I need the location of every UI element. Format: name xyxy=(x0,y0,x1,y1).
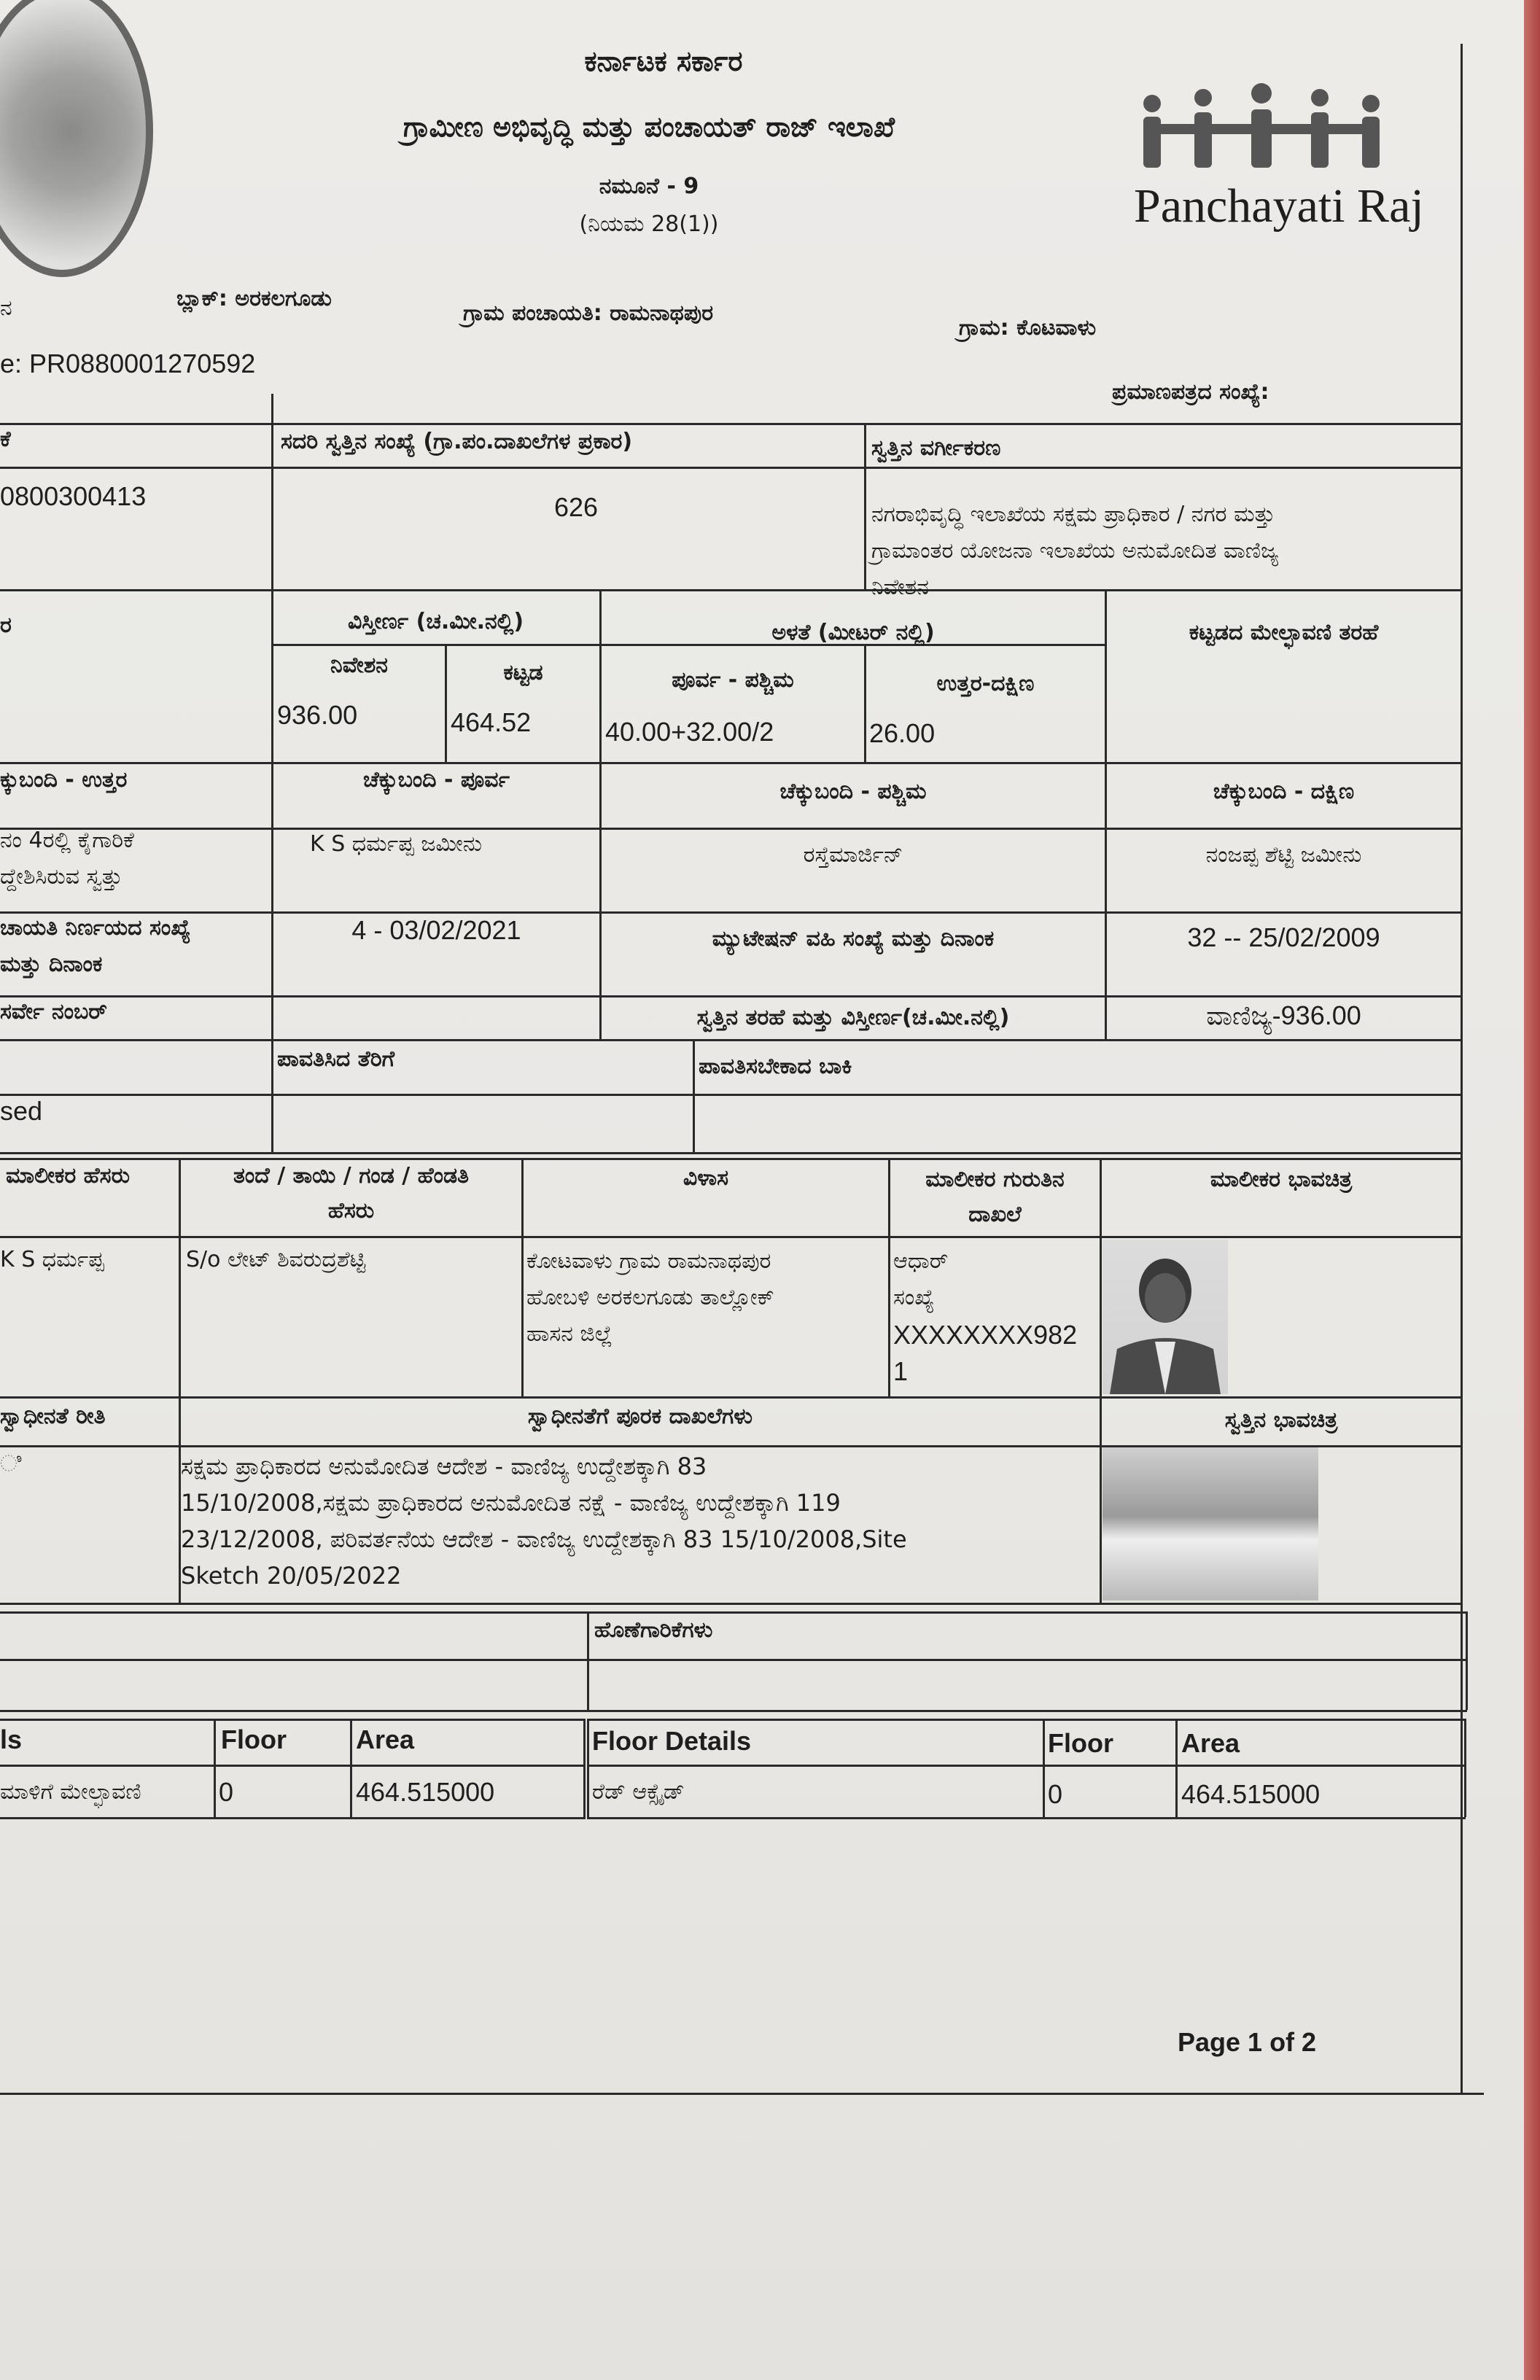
owner-relation: S/o ಲೇಟ್ ಶಿವರುದ್ರಶೆಟ್ಟಿ xyxy=(186,1247,366,1272)
extent-label: ವಿಸ್ತೀರ್ಣ (ಚ.ಮೀ.ನಲ್ಲಿ) xyxy=(347,609,524,634)
east-boundary-label: ಚೆಕ್ಕುಬಂದಿ - ಪೂರ್ವ xyxy=(362,767,510,793)
government-title: ಕರ್ನಾಟಕ ಸರ್ಕಾರ xyxy=(584,45,743,77)
south-boundary-label: ಚೆಕ್ಕುಬಂದಿ - ದಕ್ಷಿಣ xyxy=(1213,779,1355,804)
floor-details-value: ರೆಡ್ ಆಕ್ಸೈಡ್ xyxy=(592,1779,685,1805)
floor-header: Floor xyxy=(1048,1728,1113,1758)
owner-id-line-4: 1 xyxy=(893,1356,909,1386)
classification-label: ಸ್ವತ್ತಿನ ವರ್ಗೀಕರಣ xyxy=(871,435,1001,461)
owner-address-line-2: ಹೋಬಳಿ ಅರಕಲಗೂಡು ತಾಲ್ಲೋಕ್ xyxy=(526,1285,774,1310)
floor-header: Floor xyxy=(221,1724,287,1754)
address-label: ವಿಳಾಸ xyxy=(682,1165,729,1191)
ownership-documents-label: ಸ್ವಾಧೀನತೆಗೆ ಪೂರಕ ದಾಖಲೆಗಳು xyxy=(527,1404,753,1429)
left-cut-text: ನ xyxy=(0,295,12,321)
site-label: ನಿವೇಶನ xyxy=(330,653,388,678)
panchayati-raj-logo xyxy=(1123,80,1400,175)
owner-photo xyxy=(1102,1240,1228,1394)
property-number: 626 xyxy=(553,492,599,522)
owner-id-line-3: XXXXXXXX982 xyxy=(893,1320,1078,1350)
property-photo xyxy=(1102,1447,1318,1601)
building-label: ಕಟ್ಟಡ xyxy=(503,660,543,685)
left-cut-text: ರ xyxy=(0,612,12,638)
owner-address-line-1: ಕೋಟವಾಳು ಗ್ರಾಮ ರಾಮನಾಥಪುರ xyxy=(526,1248,771,1274)
owner-photo-label: ಮಾಲೀಕರ ಭಾವಚಿತ್ರ xyxy=(1210,1167,1353,1192)
relation-label-1: ತಂದೆ / ತಾಯಿ / ಗಂಡ / ಹೆಂಡತಿ xyxy=(233,1163,469,1189)
ownership-mode-value: ಿ xyxy=(0,1451,22,1477)
survey-number-label: ಸರ್ವೇ ನಂಬರ್ xyxy=(0,999,107,1024)
village-name: ಗ್ರಾಮ: ಕೊಟವಾಳು xyxy=(959,315,1097,341)
tax-due-label: ಪಾವತಿಸಬೇಕಾದ ಬಾಕಿ xyxy=(699,1054,852,1079)
mutation-label: ಮ್ಯುಟೇಷನ್ ವಹಿ ಸಂಖ್ಯೆ ಮತ್ತು ದಿನಾಂಕ xyxy=(712,926,995,952)
north-boundary-value-1: ನಂ 4ರಲ್ಲಿ ಕೈಗಾರಿಕೆ xyxy=(0,828,134,853)
panchayat-name: ಗ್ರಾಮ ಪಂಚಾಯತಿ: ರಾಮನಾಥಪುರ xyxy=(463,300,714,326)
owner-id-line-1: ಆಧಾರ್ xyxy=(893,1248,949,1274)
north-boundary-value-2: ದ್ದೇಶಿಸಿರುವ ಸ್ವತ್ತು xyxy=(0,864,122,890)
north-south-value: 26.00 xyxy=(869,718,936,748)
rule-number: (ನಿಯಮ 28(1)) xyxy=(579,211,719,237)
area-header: Area xyxy=(1181,1728,1240,1758)
liabilities-label: ಹೊಣೆಗಾರಿಕೆಗಳು xyxy=(594,1617,713,1643)
left-cut-label: ಕೆ xyxy=(0,427,11,452)
classification-line-3: ನಿವೇಶನ xyxy=(871,575,929,600)
classification-line-1: ನಗರಾಭಿವೃದ್ಧಿ ಇಲಾಖೆಯ ಸಕ್ಷಮ ಪ್ರಾಧಿಕಾರ / ನಗರ ಮತ್ತು xyxy=(871,502,1275,527)
building-extent-value: 464.52 xyxy=(451,707,532,737)
block-name: ಬ್ಲಾಕ್: ಅರಕಲಗೂಡು xyxy=(176,286,332,311)
classification-line-2: ಗ್ರಾಮಾಂತರ ಯೋಜನಾ ಇಲಾಖೆಯ ಅನುಮೋದಿತ ವಾಣಿಜ್ಯ xyxy=(871,538,1279,564)
resolution-value: 4 - 03/02/2021 xyxy=(351,915,521,945)
ownership-document-line-3: 23/12/2008, ಪರಿವರ್ತನೆಯ ಆದೇಶ - ವಾಣಿಜ್ಯ ಉದ್ದೇಶಕ್ಕಾಗಿ 83 15/10/2008,Site xyxy=(181,1525,907,1553)
site-extent-value: 936.00 xyxy=(277,700,358,730)
pr-code: e: PR0880001270592 xyxy=(0,349,256,378)
west-boundary-value: ರಸ್ತೆಮಾರ್ಜಿನ್ xyxy=(803,842,903,868)
property-number-label: ಸದರಿ ಸ್ವತ್ತಿನ ಸಂಖ್ಯೆ (ಗ್ರಾ.ಪಂ.ದಾಖಲೆಗಳ ಪ್ರಕಾರ) xyxy=(281,429,633,454)
resolution-label-2: ಮತ್ತು ದಿನಾಂಕ xyxy=(0,952,103,977)
owner-id-line-2: ಸಂಖ್ಯೆ xyxy=(893,1285,935,1310)
left-cut-text: sed xyxy=(0,1096,43,1126)
area-value: 464.515000 xyxy=(356,1777,495,1807)
floor-table-left-header: ls xyxy=(0,1724,23,1754)
people-icon xyxy=(1123,80,1400,175)
property-type-extent-label: ಸ್ವತ್ತಿನ ತರಹೆ ಮತ್ತು ವಿಸ್ತೀರ್ಣ(ಚ.ಮೀ.ನಲ್ಲಿ) xyxy=(696,1005,1010,1030)
south-boundary-value: ನಂಜಪ್ಪ ಶೆಟ್ಟಿ ಜಮೀನು xyxy=(1205,842,1362,868)
floor-details-header: Floor Details xyxy=(592,1726,752,1756)
east-boundary-value: K S ಧರ್ಮಪ್ಪ ಜಮೀನು xyxy=(310,831,483,857)
ownership-mode-label: ಸ್ವಾಧೀನತೆ ರೀತಿ xyxy=(0,1404,106,1429)
floor-row-label: ಮಾಳಿಗೆ ಮೇಲ್ಛಾವಣಿ xyxy=(0,1779,141,1805)
owner-id-label-1: ಮಾಲೀಕರ ಗುರುತಿನ xyxy=(925,1167,1065,1192)
owner-name-label: ಮಾಲೀಕರ ಹೆಸರು xyxy=(6,1163,131,1189)
floor-value: 0 xyxy=(1048,1779,1063,1809)
tax-paid-label: ಪಾವತಿಸಿದ ತೆರಿಗೆ xyxy=(277,1046,395,1072)
property-photo-label: ಸ್ವತ್ತಿನ ಭಾವಚಿತ್ರ xyxy=(1224,1407,1338,1433)
owner-address-line-3: ಹಾಸನ ಜಿಲ್ಲೆ xyxy=(526,1321,612,1347)
ownership-document-line-1: ಸಕ್ಷಮ ಪ್ರಾಧಿಕಾರದ ಅನುಮೋದಿತ ಆದೇಶ - ವಾಣಿಜ್ಯ ಉದ್ದೇಶಕ್ಕಾಗಿ 83 xyxy=(181,1452,707,1480)
dimension-label: ಅಳತೆ (ಮೀಟರ್ ನಲ್ಲಿ) xyxy=(771,620,935,645)
area-header: Area xyxy=(356,1724,415,1754)
page-edge xyxy=(1524,0,1540,2380)
north-south-label: ಉತ್ತರ-ದಕ್ಷಿಣ xyxy=(936,671,1035,696)
floor-value: 0 xyxy=(219,1777,234,1807)
west-boundary-label: ಚೆಕ್ಕುಬಂದಿ - ಪಶ್ಚಿಮ xyxy=(779,779,927,804)
property-id: 0800300413 xyxy=(0,481,147,511)
certificate-number-label: ಪ್ರಮಾಣಪತ್ರದ ಸಂಖ್ಯೆ: xyxy=(1112,379,1269,405)
property-type-extent-value: ವಾಣಿಜ್ಯ-936.00 xyxy=(1206,1000,1361,1030)
resolution-label-1: ಚಾಯತಿ ನಿರ್ಣಯದ ಸಂಖ್ಯೆ xyxy=(0,915,191,941)
east-west-label: ಪೂರ್ವ - ಪಶ್ಚಿಮ xyxy=(672,667,794,693)
owner-name: K S ಧರ್ಮಪ್ಪ xyxy=(0,1247,104,1272)
form-number: ನಮೂನೆ - 9 xyxy=(599,174,699,199)
ownership-document-line-4: Sketch 20/05/2022 xyxy=(181,1562,402,1590)
roof-type-label: ಕಟ್ಟಡದ ಮೇಲ್ಛಾವಣಿ ತರಹೆ xyxy=(1189,620,1379,645)
ownership-document-line-2: 15/10/2008,ಸಕ್ಷಮ ಪ್ರಾಧಿಕಾರದ ಅನುಮೋದಿತ ನಕ್ಷೆ - ವಾಣಿಜ್ಯ ಉದ್ದೇಶಕ್ಕಾಗಿ 119 xyxy=(181,1489,841,1517)
logo-text: Panchayati Raj xyxy=(1134,179,1424,233)
page-number: Page 1 of 2 xyxy=(1178,2027,1317,2057)
owner-id-label-2: ದಾಖಲೆ xyxy=(968,1202,1022,1227)
relation-label-2: ಹೆಸರು xyxy=(327,1198,375,1224)
area-value: 464.515000 xyxy=(1181,1779,1321,1809)
east-west-value: 40.00+32.00/2 xyxy=(605,717,774,747)
department-title: ಗ್ರಾಮೀಣ ಅಭಿವೃದ್ಧಿ ಮತ್ತು ಪಂಚಾಯತ್ ರಾಜ್ ಇಲಾಖೆ xyxy=(402,111,895,143)
mutation-value: 32 -- 25/02/2009 xyxy=(1187,922,1380,952)
north-boundary-label: ಕ್ಕುಬಂದಿ - ಉತ್ತರ xyxy=(0,767,128,793)
